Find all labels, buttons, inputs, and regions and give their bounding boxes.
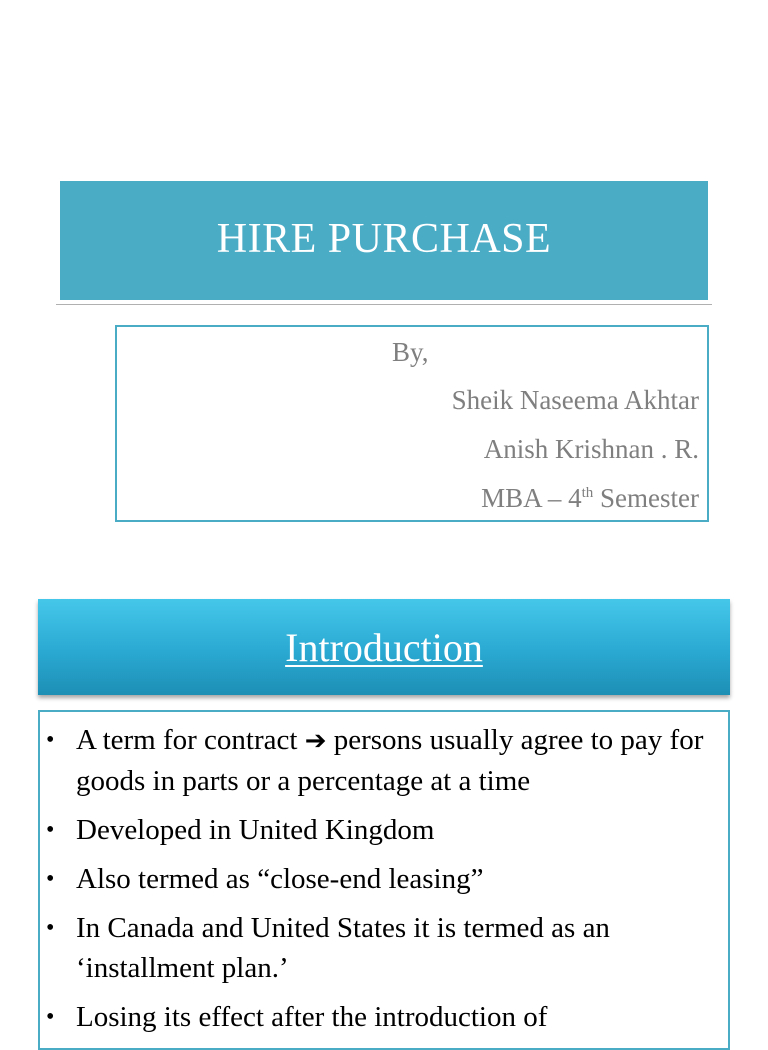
bullet-text-end: persons usually agree to pay for goods in parts or a percentage at a time [76,724,704,797]
bullet-text: In Canada and United States it is termed as an ‘installment plan.’ [76,912,610,984]
intro-banner [38,599,730,695]
intro-heading: Introduction [285,624,483,670]
bullet-text: Losing its effect after the introduction of [76,1001,548,1033]
bullet-icon: • [46,866,55,892]
author-name-2: Anish Krishnan . R. [483,434,699,464]
list-item [40,997,728,1037]
bullet-text: Developed in United Kingdom [76,814,435,846]
title-divider [56,304,712,305]
course-line [481,483,699,514]
list-item [40,908,728,988]
course-suffix: Semester [593,483,699,513]
title-banner [60,181,708,300]
bullet-icon: • [46,1004,55,1030]
author-name-1: Sheik Naseema Akhtar [451,385,699,415]
bullet-text-start: A term for contract [76,724,305,756]
author-box [115,325,709,522]
list-item [40,859,728,899]
list-item [40,720,728,801]
list-item [40,810,728,850]
bullet-icon: • [46,817,55,843]
bullet-text: Also termed as “close-end leasing” [76,863,484,895]
bullet-icon: • [46,727,55,753]
course-ordinal: th [581,485,594,501]
bullets-box [38,710,730,1050]
bullet-list [40,720,728,1046]
slide-title: HIRE PURCHASE [216,215,552,262]
bullet-icon: • [46,915,55,941]
arrow-right-icon: ➔ [304,726,327,756]
course-prefix: MBA – 4 [481,483,582,513]
by-label: By, [392,337,429,367]
